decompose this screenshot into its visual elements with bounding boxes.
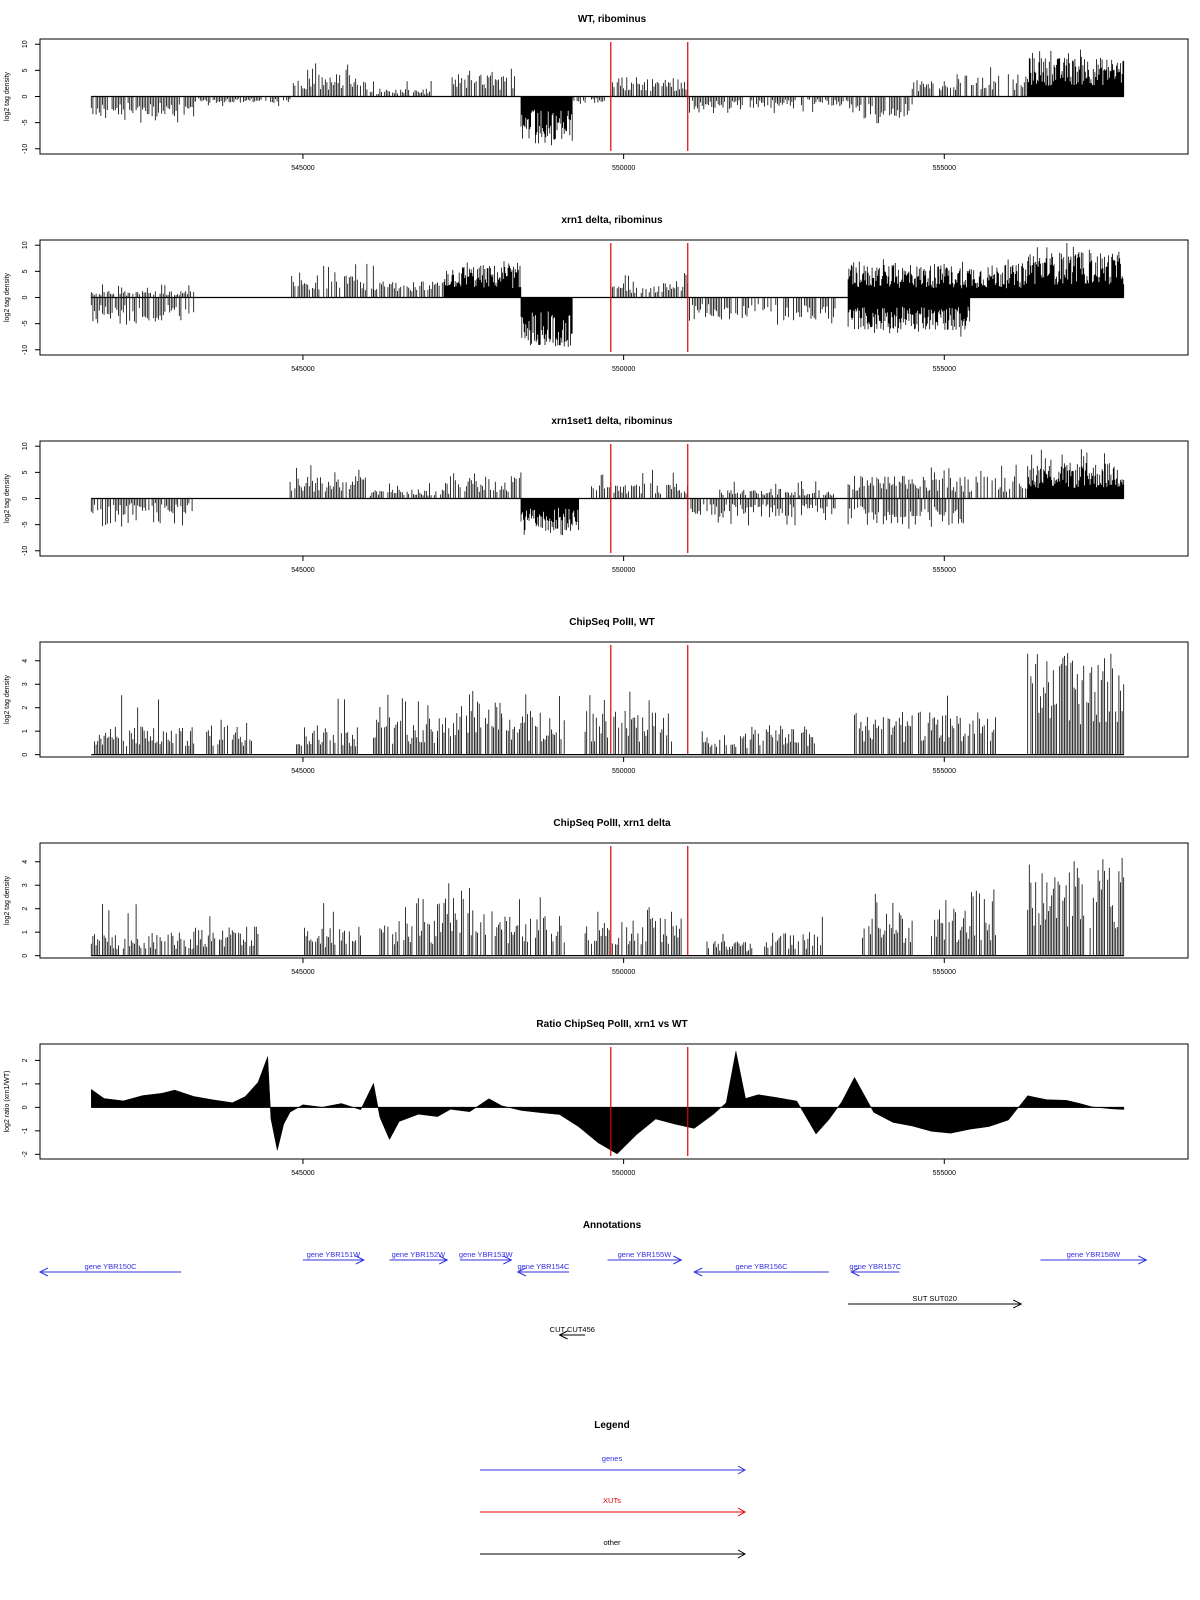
data-bar-segment bbox=[689, 298, 835, 325]
data-bar-segment bbox=[572, 97, 604, 104]
annotation-label: gene YBR157C bbox=[849, 1262, 902, 1271]
annotation-label: gene YBR153W bbox=[458, 1250, 513, 1259]
y-tick-label: 1 bbox=[22, 930, 29, 935]
annotation-feature bbox=[459, 1250, 514, 1264]
data-bar-segment bbox=[1028, 50, 1124, 97]
panel-title: xrn1set1 delta, ribominus bbox=[551, 416, 673, 427]
x-tick-label: 555000 bbox=[932, 768, 956, 775]
data-bar-segment bbox=[502, 897, 564, 956]
y-tick-label: 10 bbox=[22, 40, 29, 49]
y-tick-label: 10 bbox=[22, 442, 29, 451]
annotation-feature bbox=[849, 1262, 902, 1276]
data-bar-segment bbox=[752, 725, 814, 754]
data-bar-segment bbox=[585, 692, 671, 755]
y-tick-label: 2 bbox=[22, 1058, 29, 1063]
y-tick-label: 10 bbox=[22, 241, 29, 250]
annotation-label: gene YBR155W bbox=[617, 1250, 672, 1259]
legend-item-genes bbox=[480, 1454, 745, 1474]
panel-6 bbox=[4, 1019, 1188, 1177]
ratio-area bbox=[91, 1051, 1124, 1154]
data-bar-segment bbox=[611, 273, 688, 298]
y-tick-label: 5 bbox=[22, 470, 29, 475]
legend-item-xuts bbox=[480, 1496, 745, 1516]
annotation-feature bbox=[517, 1262, 570, 1276]
data-bar-segment bbox=[848, 499, 963, 529]
y-tick-label: 0 bbox=[22, 496, 29, 501]
data-bar-segment bbox=[720, 481, 834, 499]
data-bar-segment bbox=[848, 259, 1027, 297]
data-bar-segment bbox=[1028, 858, 1124, 956]
x-tick-label: 545000 bbox=[291, 969, 315, 976]
legend bbox=[480, 1420, 745, 1558]
y-tick-label: -2 bbox=[22, 1151, 29, 1158]
x-tick-label: 550000 bbox=[611, 1170, 636, 1177]
data-bar-segment bbox=[370, 81, 431, 97]
data-bar-segment bbox=[91, 285, 193, 298]
data-bar-segment bbox=[194, 97, 290, 107]
data-bars bbox=[91, 243, 1123, 347]
y-tick-label: -10 bbox=[22, 545, 29, 556]
panel-title: xrn1 delta, ribominus bbox=[561, 215, 663, 226]
data-bar-segment bbox=[855, 712, 913, 755]
x-tick-label: 550000 bbox=[611, 768, 636, 775]
legend-label-xuts: XUTs bbox=[603, 1496, 621, 1505]
panel-title: ChipSeq PolII, xrn1 delta bbox=[553, 818, 671, 829]
data-bar-segment bbox=[438, 691, 502, 755]
y-tick-label: 0 bbox=[22, 94, 29, 99]
x-tick-label: 550000 bbox=[611, 366, 636, 373]
y-axis-label: log2 tag density bbox=[4, 674, 11, 725]
data-bars bbox=[91, 50, 1123, 146]
y-tick-label: 1 bbox=[22, 729, 29, 734]
panel-title: WT, ribominus bbox=[577, 14, 647, 25]
data-bar-segment bbox=[919, 696, 996, 755]
y-axis-label: log2 tag density bbox=[4, 272, 11, 323]
data-bar-segment bbox=[380, 898, 436, 956]
annotation-feature bbox=[303, 1250, 364, 1264]
y-tick-label: 3 bbox=[22, 883, 29, 888]
annotation-feature bbox=[390, 1250, 448, 1264]
annotation-label: gene YBR151W bbox=[306, 1250, 361, 1259]
x-tick-label: 555000 bbox=[932, 165, 956, 172]
data-bar-segment bbox=[585, 907, 681, 956]
x-tick-label: 555000 bbox=[932, 366, 956, 373]
x-tick-label: 550000 bbox=[611, 165, 636, 172]
y-axis-label: log2 tag density bbox=[4, 71, 11, 122]
y-tick-label: -5 bbox=[22, 119, 29, 126]
y-tick-label: 0 bbox=[22, 752, 29, 757]
data-bar-segment bbox=[850, 97, 912, 124]
y-tick-label: 4 bbox=[22, 658, 29, 663]
y-axis-label: log2 tag density bbox=[4, 473, 11, 524]
panel-4 bbox=[4, 617, 1188, 775]
annotation-feature bbox=[1040, 1250, 1146, 1264]
annotations-track bbox=[40, 1220, 1146, 1339]
y-tick-label: -10 bbox=[22, 344, 29, 355]
data-bar-segment bbox=[592, 470, 688, 499]
panel-title: Ratio ChipSeq PolII, xrn1 vs WT bbox=[536, 1019, 688, 1030]
annotation-label: gene YBR156C bbox=[735, 1262, 788, 1271]
data-bar-segment bbox=[863, 894, 913, 956]
y-tick-label: -5 bbox=[22, 521, 29, 528]
data-bar-segment bbox=[521, 97, 572, 146]
panel-1 bbox=[4, 14, 1188, 172]
data-bar-segment bbox=[702, 731, 752, 754]
data-bar-segment bbox=[707, 934, 752, 956]
legend-title: Legend bbox=[594, 1420, 630, 1431]
annotation-feature bbox=[848, 1294, 1021, 1308]
annotation-feature bbox=[694, 1262, 829, 1276]
y-tick-label: -10 bbox=[22, 143, 29, 154]
data-bar-segment bbox=[305, 903, 361, 956]
y-tick-label: 3 bbox=[22, 682, 29, 687]
data-bar-segment bbox=[292, 264, 374, 298]
data-bar-segment bbox=[451, 473, 521, 499]
data-bar-segment bbox=[91, 904, 193, 956]
data-bar-segment bbox=[848, 465, 1027, 499]
annotation-feature bbox=[550, 1325, 595, 1339]
data-bar-segment bbox=[521, 499, 579, 536]
panel-3 bbox=[4, 416, 1188, 574]
x-tick-label: 545000 bbox=[291, 567, 315, 574]
data-bar-segment bbox=[91, 97, 193, 123]
data-bar-segment bbox=[688, 499, 835, 526]
data-bar-segment bbox=[1028, 449, 1124, 498]
data-bar-segment bbox=[297, 699, 358, 755]
y-tick-label: 0 bbox=[22, 295, 29, 300]
legend-item-other bbox=[480, 1538, 745, 1558]
y-tick-label: 5 bbox=[22, 269, 29, 274]
data-bar-segment bbox=[1028, 653, 1124, 755]
x-tick-label: 555000 bbox=[932, 567, 956, 574]
y-tick-label: -5 bbox=[22, 320, 29, 327]
legend-label-genes: genes bbox=[601, 1454, 623, 1463]
data-bar-segment bbox=[374, 281, 444, 297]
data-bar-segment bbox=[611, 77, 688, 96]
data-bar-segment bbox=[91, 298, 193, 325]
annotation-feature bbox=[40, 1262, 181, 1276]
y-tick-label: 2 bbox=[22, 705, 29, 710]
x-tick-label: 555000 bbox=[932, 969, 956, 976]
data-bar-segment bbox=[452, 69, 514, 97]
data-bar-segment bbox=[521, 298, 572, 347]
data-bar-segment bbox=[688, 97, 778, 114]
data-bar-segment bbox=[848, 298, 970, 337]
data-bar-segment bbox=[370, 483, 448, 499]
annotation-label: gene YBR154C bbox=[517, 1262, 570, 1271]
annotation-label: gene YBR152W bbox=[391, 1250, 446, 1259]
panel-2 bbox=[4, 215, 1188, 373]
panel-5 bbox=[4, 818, 1188, 976]
legend-label-other: other bbox=[603, 1538, 621, 1547]
data-bar-segment bbox=[290, 465, 365, 498]
x-tick-label: 555000 bbox=[932, 1170, 956, 1177]
annotations-title: Annotations bbox=[582, 1220, 642, 1231]
annotation-features bbox=[40, 1250, 1146, 1339]
data-bars bbox=[95, 653, 1124, 755]
x-tick-label: 545000 bbox=[291, 768, 315, 775]
y-axis-label: log2 ratio (xrn1/WT) bbox=[4, 1070, 11, 1133]
x-tick-label: 545000 bbox=[291, 165, 315, 172]
y-tick-label: 1 bbox=[22, 1081, 29, 1086]
data-bar-segment bbox=[912, 80, 957, 96]
data-bar-segment bbox=[1028, 243, 1124, 298]
plot-frame bbox=[40, 843, 1188, 958]
data-bar-segment bbox=[778, 97, 848, 112]
x-tick-label: 545000 bbox=[291, 366, 315, 373]
panel-title: ChipSeq PolII, WT bbox=[569, 617, 655, 628]
y-tick-label: 2 bbox=[22, 906, 29, 911]
annotation-label: gene YBR158W bbox=[1066, 1250, 1121, 1259]
x-tick-label: 550000 bbox=[611, 969, 636, 976]
y-tick-label: 0 bbox=[22, 1105, 29, 1110]
data-bar-segment bbox=[444, 261, 521, 297]
data-bar-segment bbox=[95, 695, 194, 754]
x-tick-label: 550000 bbox=[611, 567, 636, 574]
data-bar-segment bbox=[91, 499, 192, 527]
y-tick-label: 5 bbox=[22, 68, 29, 73]
data-bar-segment bbox=[194, 916, 258, 955]
y-tick-label: -1 bbox=[22, 1127, 29, 1134]
data-bars bbox=[91, 449, 1123, 535]
x-tick-label: 545000 bbox=[291, 1170, 315, 1177]
annotation-label: SUT SUT020 bbox=[912, 1294, 957, 1303]
data-bar-segment bbox=[438, 883, 502, 955]
data-bars bbox=[91, 858, 1123, 956]
annotation-feature bbox=[608, 1250, 682, 1264]
data-bar-segment bbox=[374, 695, 438, 755]
data-bar-segment bbox=[293, 63, 367, 96]
data-bar-segment bbox=[932, 890, 996, 956]
annotation-label: gene YBR150C bbox=[84, 1262, 137, 1271]
y-axis-label: log2 tag density bbox=[4, 875, 11, 926]
annotation-label: CUT CUT456 bbox=[549, 1325, 595, 1334]
data-bar-segment bbox=[765, 917, 823, 956]
data-bar-segment bbox=[207, 720, 252, 755]
data-bar-segment bbox=[957, 67, 1027, 96]
data-bar-segment bbox=[502, 694, 564, 754]
y-tick-label: 4 bbox=[22, 859, 29, 864]
y-tick-label: 0 bbox=[22, 953, 29, 958]
